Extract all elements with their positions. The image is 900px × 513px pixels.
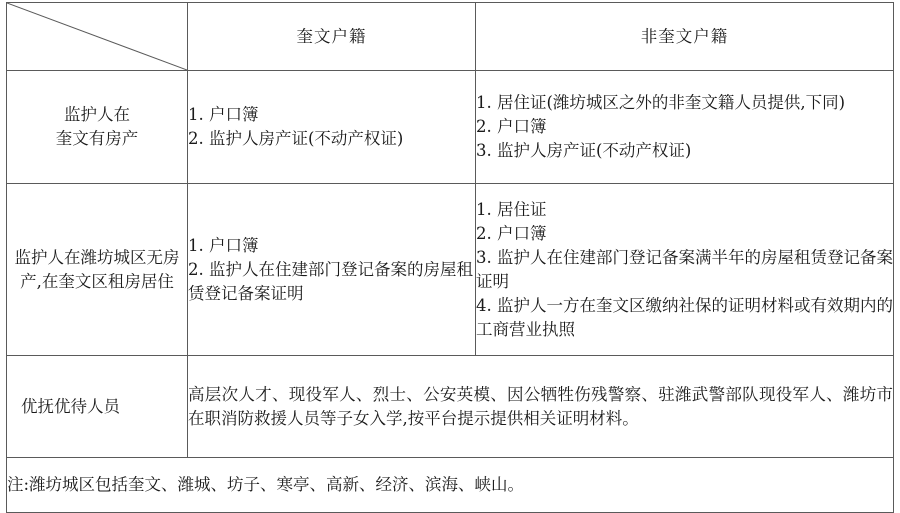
table-row: [7, 184, 894, 356]
list-item: 1. 居住证(潍坊城区之外的非奎文籍人员提供,下同): [476, 93, 846, 112]
list-item: 4. 监护人一方在奎文区缴纳社保的证明材料或有效期内的工商营业执照: [476, 295, 893, 339]
row-label-special-groups: 优抚优待人员: [7, 356, 188, 458]
list-item: 1. 户口簿: [188, 105, 259, 124]
non-kuiwen-renting-docs: [476, 184, 894, 356]
row-label-line: 监护人在: [64, 105, 130, 124]
row-label-own-property: [7, 71, 188, 184]
list-item: 2. 监护人房产证(不动产权证): [188, 129, 404, 148]
table-row: [7, 71, 894, 184]
list-item: 2. 户口簿: [476, 223, 547, 243]
list-item: 2. 监护人在住建部门登记备案的房屋租赁登记备案证明: [188, 259, 473, 303]
table-row: [7, 356, 894, 458]
enrollment-requirements-table: [6, 2, 894, 513]
diagonal-divider: [7, 3, 187, 70]
corner-cell: [7, 3, 188, 71]
kuiwen-renting-docs: [188, 184, 476, 356]
non-kuiwen-own-property-docs: [476, 71, 894, 184]
list-item: 3. 监护人房产证(不动产权证): [476, 141, 692, 160]
row-label-line: 奎文有房产: [55, 129, 139, 148]
special-groups-content: 高层次人才、现役军人、烈士、公安英模、因公牺牲伤残警察、驻潍武警部队现役军人、潍坊市在职消防救援人员等子女入学,按平台提示提供相关证明材料。: [188, 356, 894, 458]
list-item: 2. 户口簿: [476, 117, 547, 136]
list-item: 1. 户口簿: [188, 235, 259, 255]
header-kuiwen: 奎文户籍: [188, 3, 476, 71]
kuiwen-own-property-docs: [188, 71, 476, 184]
list-item: 3. 监护人在住建部门登记备案满半年的房屋租赁登记备案证明: [476, 247, 893, 291]
header-non-kuiwen: 非奎文户籍: [476, 3, 894, 71]
row-label-renting: 监护人在潍坊城区无房产,在奎文区租房居住: [7, 184, 188, 356]
note-row: [7, 458, 894, 513]
header-row: [7, 3, 894, 71]
footnote: 注:潍坊城区包括奎文、潍城、坊子、寒亭、高新、经济、滨海、峡山。: [7, 458, 894, 513]
list-item: 1. 居住证: [476, 199, 547, 219]
